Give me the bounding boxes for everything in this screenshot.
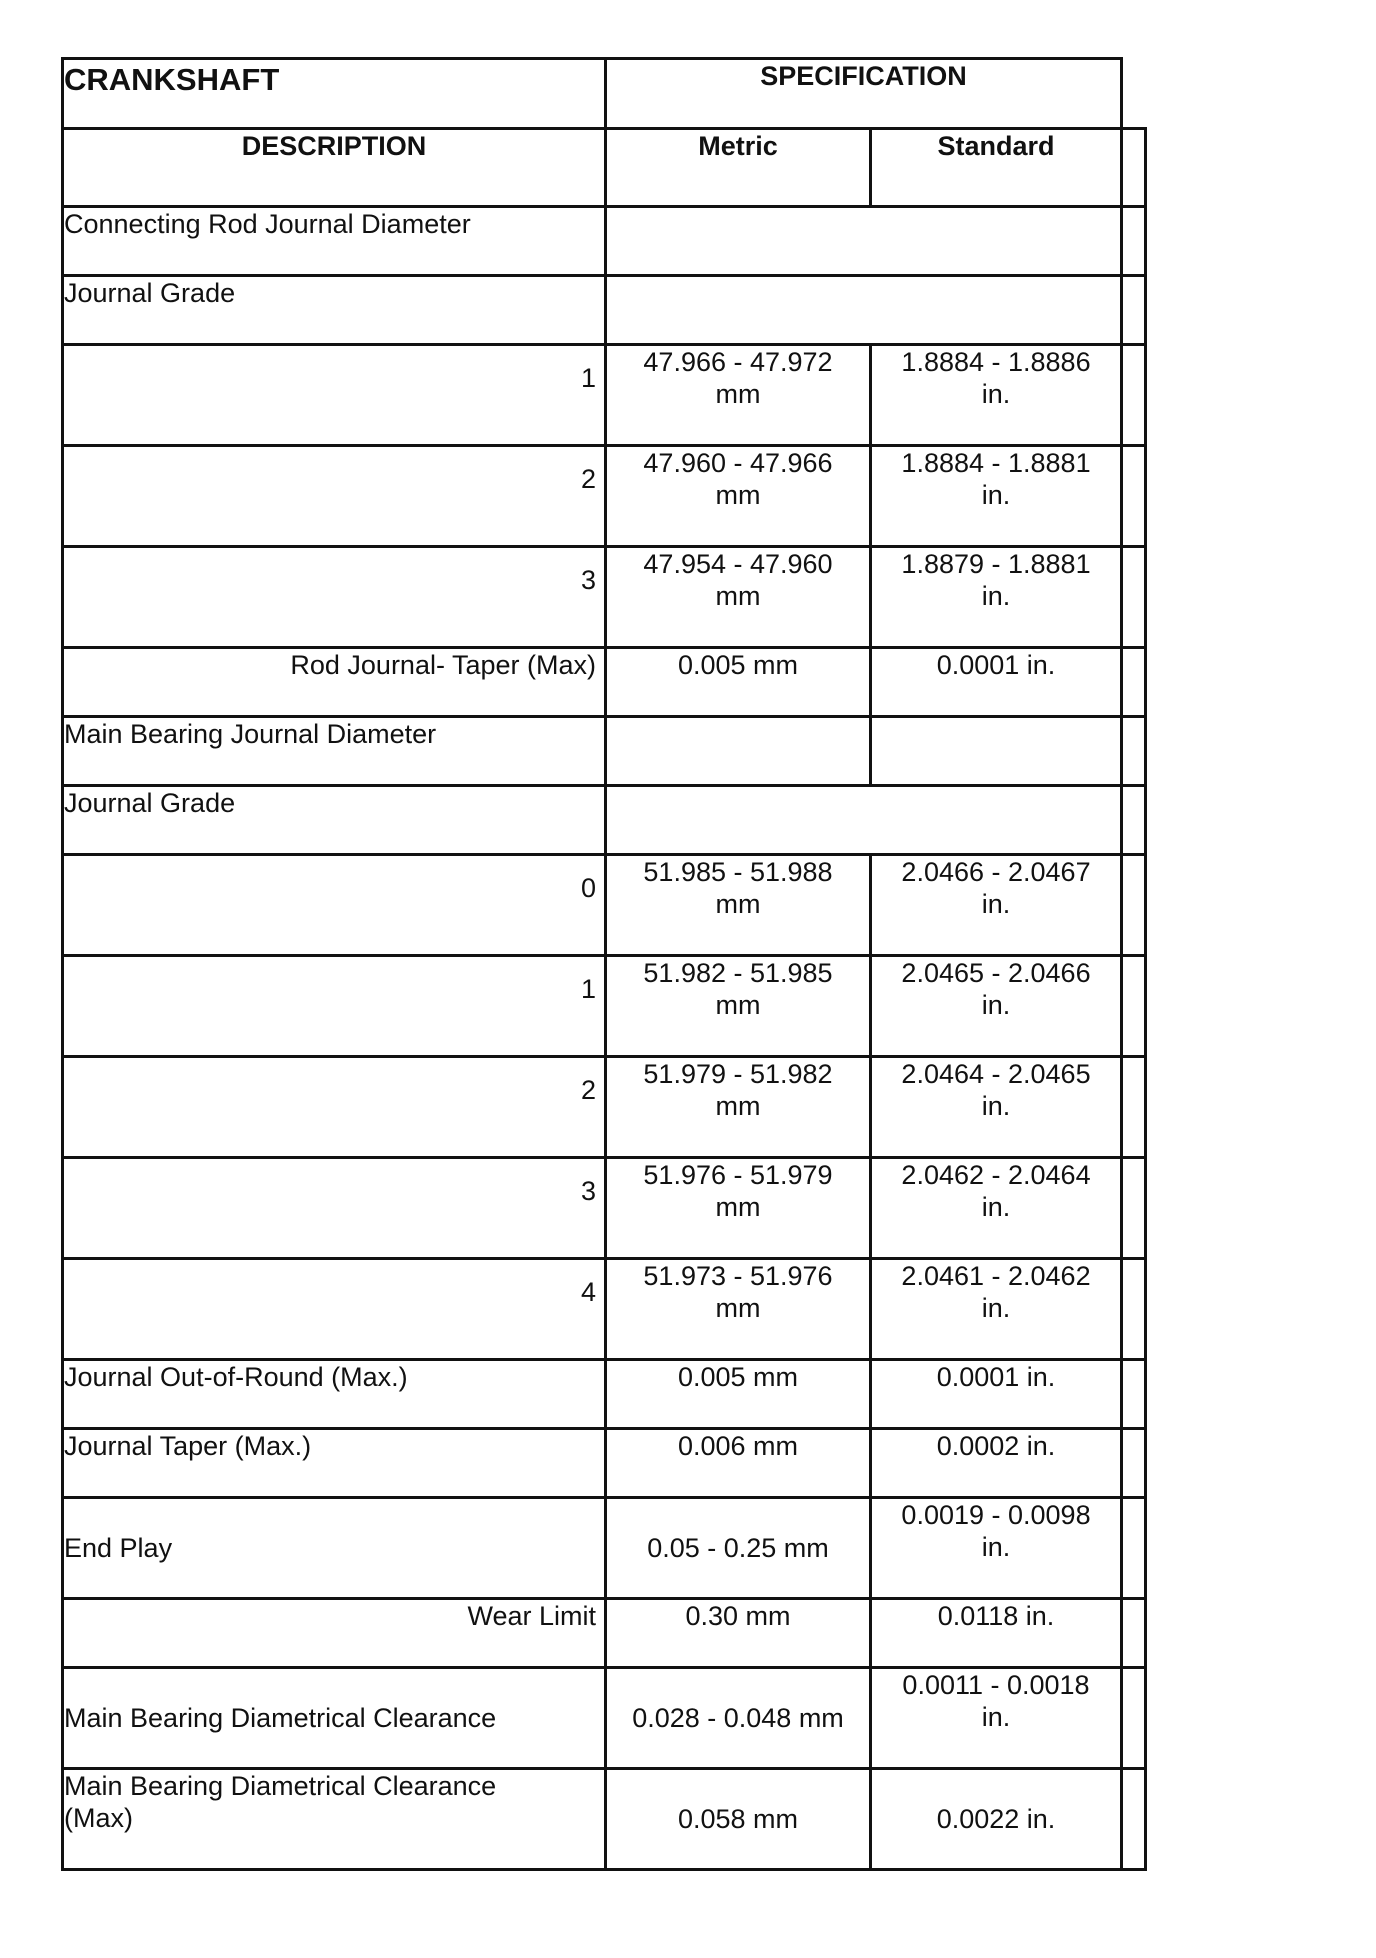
standard-unit: in.	[981, 581, 1011, 611]
metric-unit: mm	[715, 990, 761, 1020]
empty-metric-cell	[606, 717, 871, 786]
grade-number: 1	[580, 363, 596, 393]
row-description: Main Bearing Journal Diameter	[63, 717, 606, 786]
standard-value: 2.0466 - 2.0467	[901, 857, 1091, 887]
metric-value: 0.058 mm	[606, 1769, 871, 1870]
row-description: Journal Grade	[63, 786, 606, 855]
standard-value: 0.0019 - 0.0098	[901, 1500, 1091, 1530]
table-row	[63, 1429, 1146, 1498]
row-description-line: Main Bearing Diametrical Clearance	[64, 1771, 497, 1801]
table-row	[63, 1158, 1146, 1259]
table-row	[63, 786, 1146, 855]
right-rail	[1122, 717, 1146, 786]
metric-cell	[606, 956, 871, 1057]
metric-value: 0.005 mm	[606, 648, 871, 717]
standard-unit: in.	[981, 480, 1011, 510]
right-rail	[1122, 1498, 1146, 1599]
empty-value-cell	[606, 207, 1122, 276]
grade-number: 3	[580, 565, 596, 595]
right-rail	[1122, 1429, 1146, 1498]
right-rail	[1122, 1259, 1146, 1360]
table-row	[63, 1769, 1146, 1870]
metric-cell	[606, 1158, 871, 1259]
standard-unit: in.	[981, 990, 1011, 1020]
right-rail	[1122, 446, 1146, 547]
metric-value: 47.966 - 47.972	[643, 347, 833, 377]
right-rail	[1122, 1057, 1146, 1158]
metric-cell	[606, 1259, 871, 1360]
metric-value: 0.028 - 0.048 mm	[606, 1668, 871, 1769]
table-row	[63, 1057, 1146, 1158]
standard-cell	[871, 956, 1122, 1057]
row-description: Journal Taper (Max.)	[63, 1429, 606, 1498]
metric-value: 0.005 mm	[606, 1360, 871, 1429]
metric-value: 0.30 mm	[606, 1599, 871, 1668]
table-row	[63, 1360, 1146, 1429]
standard-cell	[871, 446, 1122, 547]
table-row	[63, 207, 1146, 276]
row-description: Connecting Rod Journal Diameter	[63, 207, 606, 276]
right-rail	[1122, 855, 1146, 956]
table-row	[63, 648, 1146, 717]
table-row	[63, 1498, 1146, 1599]
row-description-line: (Max)	[64, 1803, 133, 1833]
right-rail	[1122, 345, 1146, 446]
standard-unit: in.	[981, 889, 1011, 919]
standard-value: 1.8884 - 1.8886	[901, 347, 1091, 377]
table-row	[63, 855, 1146, 956]
metric-value: 51.982 - 51.985	[643, 958, 833, 988]
grade-cell	[63, 446, 606, 547]
standard-value: 0.0001 in.	[871, 1360, 1122, 1429]
grade-cell	[63, 956, 606, 1057]
metric-unit: mm	[715, 480, 761, 510]
row-description: Journal Grade	[63, 276, 606, 345]
standard-unit: in.	[981, 1192, 1011, 1222]
standard-value: 2.0465 - 2.0466	[901, 958, 1091, 988]
standard-unit: in.	[981, 379, 1011, 409]
metric-unit: mm	[715, 1293, 761, 1323]
header-row-title	[63, 59, 1146, 129]
right-rail	[1122, 547, 1146, 648]
metric-cell	[606, 855, 871, 956]
metric-unit: mm	[715, 1091, 761, 1121]
metric-value: 0.05 - 0.25 mm	[606, 1498, 871, 1599]
grade-number: 1	[580, 974, 596, 1004]
metric-header: Metric	[606, 129, 871, 207]
standard-unit: in.	[981, 1532, 1011, 1562]
standard-value: 0.0001 in.	[871, 648, 1122, 717]
standard-cell	[871, 345, 1122, 446]
right-rail	[1122, 786, 1146, 855]
metric-value: 0.006 mm	[606, 1429, 871, 1498]
standard-unit: in.	[981, 1091, 1011, 1121]
right-rail	[1122, 1158, 1146, 1259]
right-rail	[1122, 207, 1146, 276]
table-row	[63, 547, 1146, 648]
standard-value: 2.0464 - 2.0465	[901, 1059, 1091, 1089]
standard-value: 0.0002 in.	[871, 1429, 1122, 1498]
header-row-columns	[63, 129, 1146, 207]
grade-number: 2	[580, 1075, 596, 1105]
standard-cell	[871, 1498, 1122, 1599]
standard-value: 0.0022 in.	[871, 1769, 1122, 1870]
empty-standard-cell	[871, 717, 1122, 786]
metric-unit: mm	[715, 889, 761, 919]
standard-value: 2.0462 - 2.0464	[901, 1160, 1091, 1190]
metric-value: 51.976 - 51.979	[643, 1160, 833, 1190]
standard-value: 1.8884 - 1.8881	[901, 448, 1091, 478]
metric-value: 51.979 - 51.982	[643, 1059, 833, 1089]
right-rail	[1122, 276, 1146, 345]
grade-number: 4	[580, 1277, 596, 1307]
metric-cell	[606, 1057, 871, 1158]
metric-value: 51.973 - 51.976	[643, 1261, 833, 1291]
standard-unit: in.	[981, 1293, 1011, 1323]
standard-value: 2.0461 - 2.0462	[901, 1261, 1091, 1291]
standard-cell	[871, 1259, 1122, 1360]
metric-value: 51.985 - 51.988	[643, 857, 833, 887]
row-description: Wear Limit	[63, 1599, 606, 1668]
right-rail	[1122, 956, 1146, 1057]
row-description	[63, 1769, 606, 1870]
right-rail	[1122, 1360, 1146, 1429]
metric-value: 47.960 - 47.966	[643, 448, 833, 478]
crankshaft-spec-table	[61, 57, 1147, 1871]
right-rail	[1122, 1599, 1146, 1668]
empty-value-cell	[606, 276, 1122, 345]
metric-cell	[606, 547, 871, 648]
table-title: CRANKSHAFT	[63, 59, 606, 129]
right-rail	[1122, 648, 1146, 717]
grade-number: 0	[580, 873, 596, 903]
empty-value-cell	[606, 786, 1122, 855]
grade-number: 2	[580, 464, 596, 494]
metric-value: 47.954 - 47.960	[643, 549, 833, 579]
row-description: End Play	[63, 1498, 606, 1599]
row-description: Main Bearing Diametrical Clearance	[63, 1668, 606, 1769]
standard-cell	[871, 1158, 1122, 1259]
standard-unit: in.	[981, 1702, 1011, 1732]
table-row	[63, 956, 1146, 1057]
table-row	[63, 276, 1146, 345]
right-rail	[1122, 129, 1146, 207]
grade-cell	[63, 1057, 606, 1158]
grade-number: 3	[580, 1176, 596, 1206]
description-header: DESCRIPTION	[63, 129, 606, 207]
right-rail	[1122, 1769, 1146, 1870]
right-rail-top	[1122, 59, 1146, 129]
grade-cell	[63, 1259, 606, 1360]
table-row	[63, 446, 1146, 547]
table-row	[63, 1668, 1146, 1769]
grade-cell	[63, 1158, 606, 1259]
standard-header: Standard	[871, 129, 1122, 207]
row-description: Rod Journal- Taper (Max)	[63, 648, 606, 717]
right-rail	[1122, 1668, 1146, 1769]
table-row	[63, 717, 1146, 786]
metric-cell	[606, 345, 871, 446]
table-row	[63, 345, 1146, 446]
table-row	[63, 1599, 1146, 1668]
row-description: Journal Out-of-Round (Max.)	[63, 1360, 606, 1429]
standard-cell	[871, 547, 1122, 648]
grade-cell	[63, 855, 606, 956]
grade-cell	[63, 345, 606, 446]
standard-value: 1.8879 - 1.8881	[901, 549, 1091, 579]
metric-cell	[606, 446, 871, 547]
table-row	[63, 1259, 1146, 1360]
standard-cell	[871, 855, 1122, 956]
grade-cell	[63, 547, 606, 648]
specification-header: SPECIFICATION	[606, 59, 1122, 129]
metric-unit: mm	[715, 581, 761, 611]
metric-unit: mm	[715, 1192, 761, 1222]
standard-cell	[871, 1057, 1122, 1158]
standard-value: 0.0118 in.	[871, 1599, 1122, 1668]
standard-cell	[871, 1668, 1122, 1769]
standard-value: 0.0011 - 0.0018	[902, 1670, 1090, 1700]
metric-unit: mm	[715, 379, 761, 409]
